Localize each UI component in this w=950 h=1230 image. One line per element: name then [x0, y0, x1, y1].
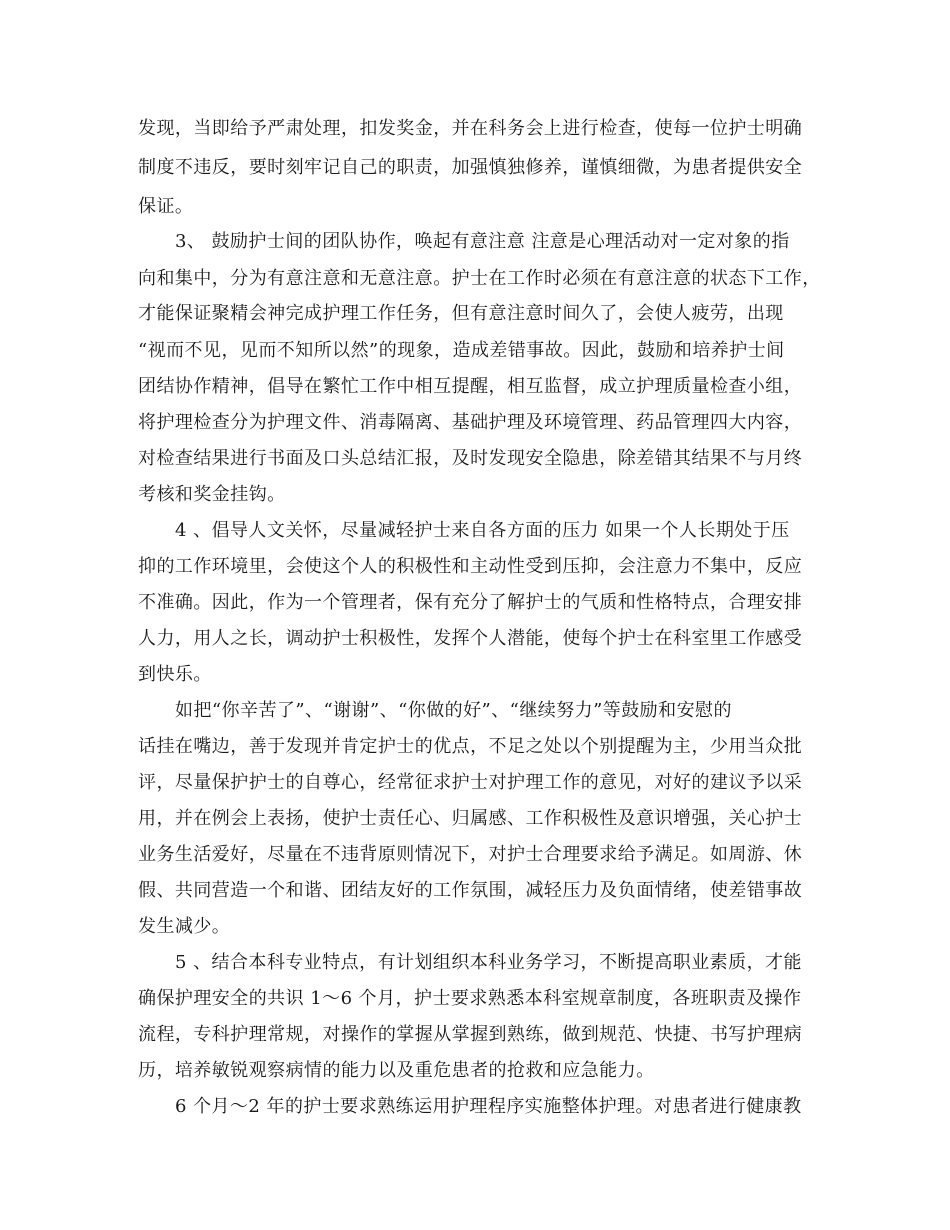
text-line: 5 、结合本科专业特点，有计划组织本科业务学习，不断提高职业素质，才能 — [175, 952, 802, 973]
text-line: 人力，用人之长，调动护士积极性，发挥个人潜能，使每个护士在科室里工作感受 — [138, 628, 803, 649]
text-line: 如把“你辛苦了”、“谢谢”、“你做的好”、“继续努力”等鼓励和安慰的 — [175, 700, 732, 721]
text-line: 确保护理安全的共识 1～6 个月，护士要求熟悉本科室规章制度，各班职责及操作 — [138, 988, 802, 1009]
text-line: 评，尽量保护护士的自尊心，经常征求护士对护理工作的意见，对好的建议予以采 — [138, 772, 803, 793]
text-line: 假、共同营造一个和谐、团结友好的工作氛围，减轻压力及负面情绪，使差错事故 — [138, 880, 803, 901]
text-line: 发现，当即给予严肃处理，扣发奖金，并在科务会上进行检查，使每一位护士明确 — [138, 118, 803, 139]
text-line: 3、 鼓励护士间的团队协作，唤起有意注意 注意是心理活动对一定对象的指 — [175, 231, 790, 252]
text-line: 4 、倡导人文关怀，尽量减轻护士来自各方面的压力 如果一个人长期处于压 — [175, 520, 790, 541]
text-line: 制度不违反，要时刻牢记自己的职责，加强慎独修养，谨慎细微，为患者提供安全 — [138, 157, 803, 178]
text-line: “视而不见，见而不知所以然”的现象，造成差错事故。因此，鼓励和培养护士间 — [138, 340, 785, 361]
text-line: 用，并在例会上表扬，使护士责任心、归属感、工作积极性及意识增强，关心护士 — [138, 808, 803, 829]
text-line: 话挂在嘴边，善于发现并肯定护士的优点，不足之处以个别提醒为主，少用当众批 — [138, 736, 803, 757]
text-line: 对检查结果进行书面及口头总结汇报，及时发现安全隐患，除差错其结果不与月终 — [138, 448, 803, 469]
text-line: 发生减少。 — [138, 916, 231, 937]
text-line: 不准确。因此，作为一个管理者，保有充分了解护士的气质和性格特点，合理安排 — [138, 592, 803, 613]
text-line: 才能保证聚精会神完成护理工作任务，但有意注意时间久了，会使人疲劳，出现 — [138, 303, 784, 324]
text-line: 向和集中，分为有意注意和无意注意。护士在工作时必须在有意注意的状态下工作， — [138, 268, 821, 289]
text-line: 将护理检查分为护理文件、消毒隔离、基础护理及环境管理、药品管理四大内容， — [138, 412, 803, 433]
text-line: 业务生活爱好，尽量在不违背原则情况下，对护士合理要求给予满足。如周游、休 — [138, 844, 803, 865]
text-line: 考核和奖金挂钩。 — [138, 484, 286, 505]
text-line: 保证。 — [138, 196, 194, 217]
text-line: 6 个月～2 年的护士要求熟练运用护理程序实施整体护理。对患者进行健康教 — [175, 1096, 802, 1117]
text-line: 抑的工作环境里，会使这个人的积极性和主动性受到压抑，会注意力不集中，反应 — [138, 556, 803, 577]
text-line: 历，培养敏锐观察病情的能力以及重危患者的抢救和应急能力。 — [138, 1060, 655, 1081]
text-line: 团结协作精神，倡导在繁忙工作中相互提醒，相互监督，成立护理质量检查小组， — [138, 376, 803, 397]
text-line: 到快乐。 — [138, 664, 212, 685]
text-line: 流程，专科护理常规，对操作的掌握从掌握到熟练，做到规范、快捷、书写护理病 — [138, 1024, 803, 1045]
